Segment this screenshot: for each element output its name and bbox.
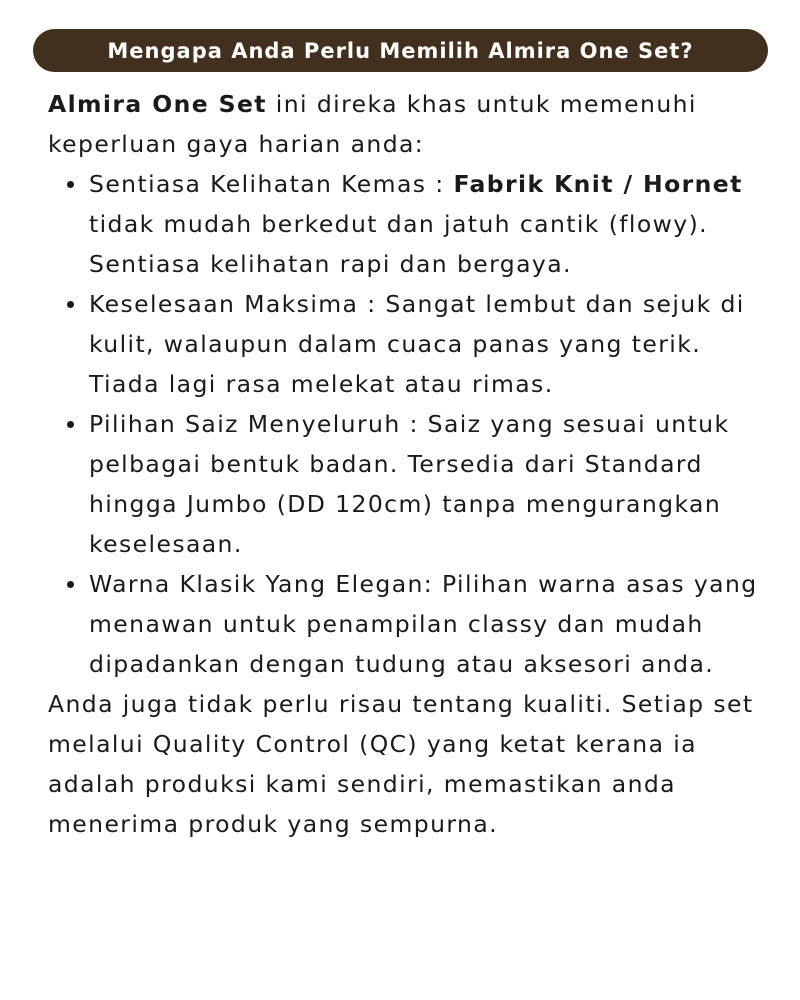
- bullet-icon: [67, 581, 74, 588]
- bullet-icon: [67, 421, 74, 428]
- feature-lead: Sentiasa Kelihatan Kemas :: [89, 170, 454, 198]
- feature-rest: tidak mudah berkedut dan jatuh cantik (flowy). Sentiasa kelihatan rapi dan bergaya.: [89, 210, 709, 278]
- section-header: [33, 29, 768, 72]
- feature-lead: Warna Klasik Yang Elegan: Pilihan warna asas yang menawan untuk penampilan classy dan mudah dipadankan dengan tudung atau aksesori anda.: [89, 570, 758, 678]
- section-title: Mengapa Anda Perlu Memilih Almira One Set?: [107, 38, 694, 63]
- list-item: [89, 164, 768, 284]
- feature-lead: Keselesaan Maksima : Sangat lembut dan sejuk di kulit, walaupun dalam cuaca panas yang terik. Tiada lagi rasa melekat atau rimas.: [89, 290, 745, 398]
- list-item: [89, 284, 768, 404]
- intro-text: ini direka khas untuk memenuhi keperluan gaya harian anda:: [48, 90, 697, 158]
- list-item: [89, 404, 768, 564]
- list-item: [89, 564, 768, 684]
- bullet-icon: [67, 301, 74, 308]
- feature-list: [48, 164, 768, 684]
- feature-lead: Pilihan Saiz Menyeluruh : Saiz yang sesuai untuk pelbagai bentuk badan. Tersedia dari Standard hingga Jumbo (DD 120cm) tanpa mengurangkan keselesaan.: [89, 410, 730, 558]
- closing-paragraph: Anda juga tidak perlu risau tentang kualiti. Setiap set melalui Quality Control (QC) yang ketat kerana ia adalah produksi kami sendiri, memastikan anda menerima produk yang sempurna.: [48, 690, 754, 838]
- description-body: [48, 84, 768, 844]
- bullet-icon: [67, 181, 74, 188]
- brand-name: Almira One Set: [48, 90, 267, 118]
- intro-paragraph: [48, 84, 768, 164]
- feature-highlight: Fabrik Knit / Hornet: [453, 170, 743, 198]
